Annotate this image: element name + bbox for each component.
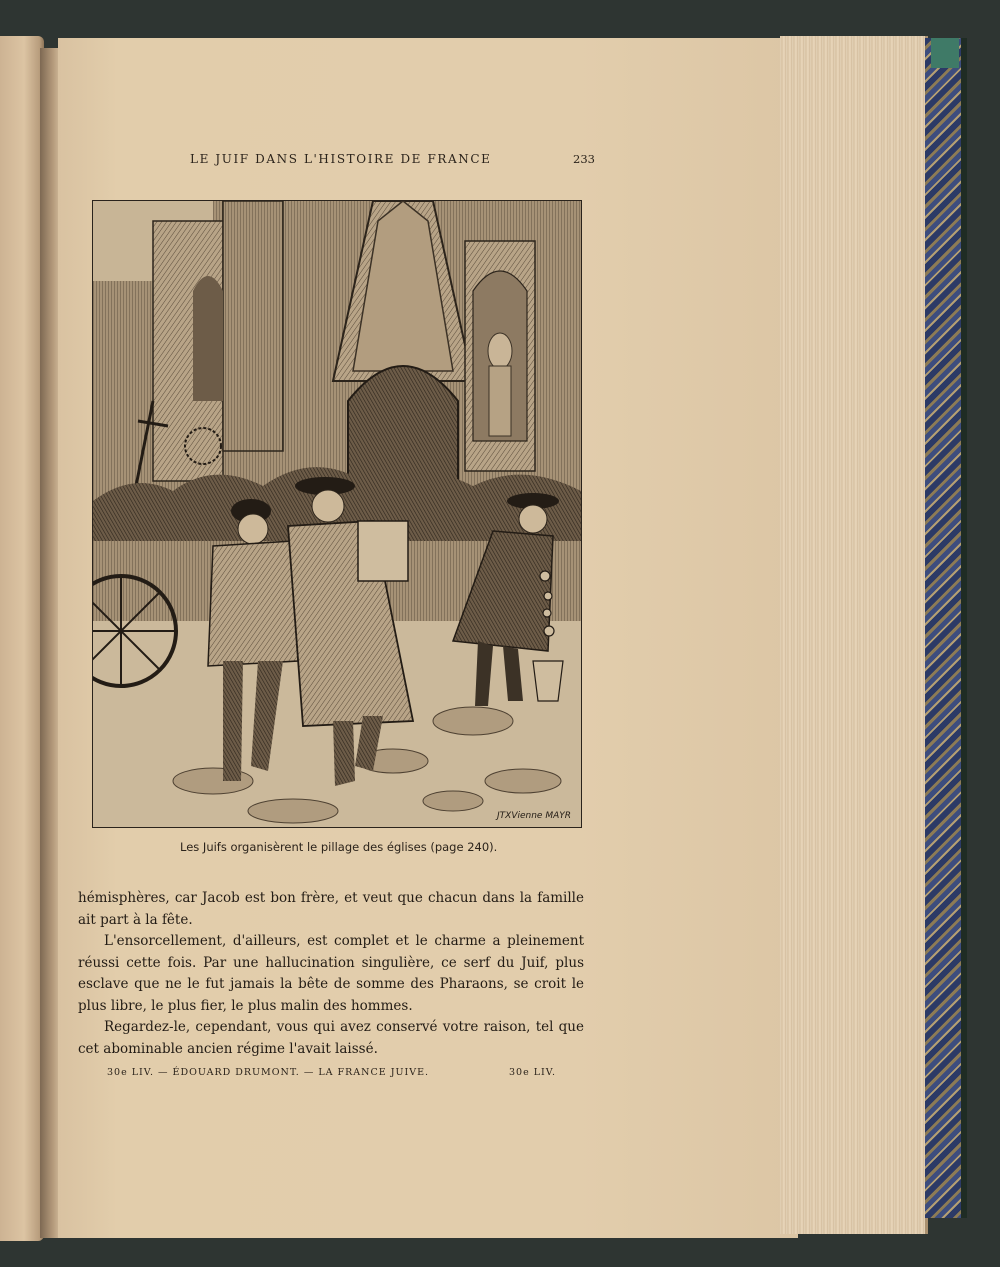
- cover-corner: [931, 38, 959, 68]
- engraving-illustration: [92, 200, 582, 828]
- page-edges: [780, 36, 928, 1234]
- left-facing-page: [0, 36, 44, 1241]
- paragraph: hémisphères, car Jacob est bon frère, et veut que chacun dans la famille ait part à la fête.: [78, 890, 584, 928]
- illustration-caption: Les Juifs organisèrent le pillage des églises (page 240).: [180, 840, 498, 854]
- engraver-signature: JTXVienne MAYR: [497, 811, 571, 821]
- footer-left: 30e LIV. — ÉDOUARD DRUMONT. — LA FRANCE JUIVE.: [107, 1067, 430, 1078]
- running-header: LE JUIF DANS L'HISTOIRE DE FRANCE: [190, 152, 492, 166]
- marbled-cover-edge: [925, 38, 967, 1218]
- engraving-scene: [93, 201, 581, 827]
- body-text: [78, 888, 584, 1060]
- paragraph: L'ensorcellement, d'ailleurs, est complet et le charme a pleinement réussi cette fois. Par une hallucination singulière, ce serf du Juif, plus esclave que ne le fut jamais la bête de somme des Pharaons, se croit le plus libre, le plus fier, le plus malin des hommes.: [78, 933, 584, 1014]
- paragraph: Regardez-le, cependant, vous qui avez conservé votre raison, tel que cet abominable ancien régime l'avait laissé.: [78, 1019, 584, 1057]
- footer-right: 30e LIV.: [509, 1067, 557, 1078]
- page-number: 233: [573, 152, 595, 166]
